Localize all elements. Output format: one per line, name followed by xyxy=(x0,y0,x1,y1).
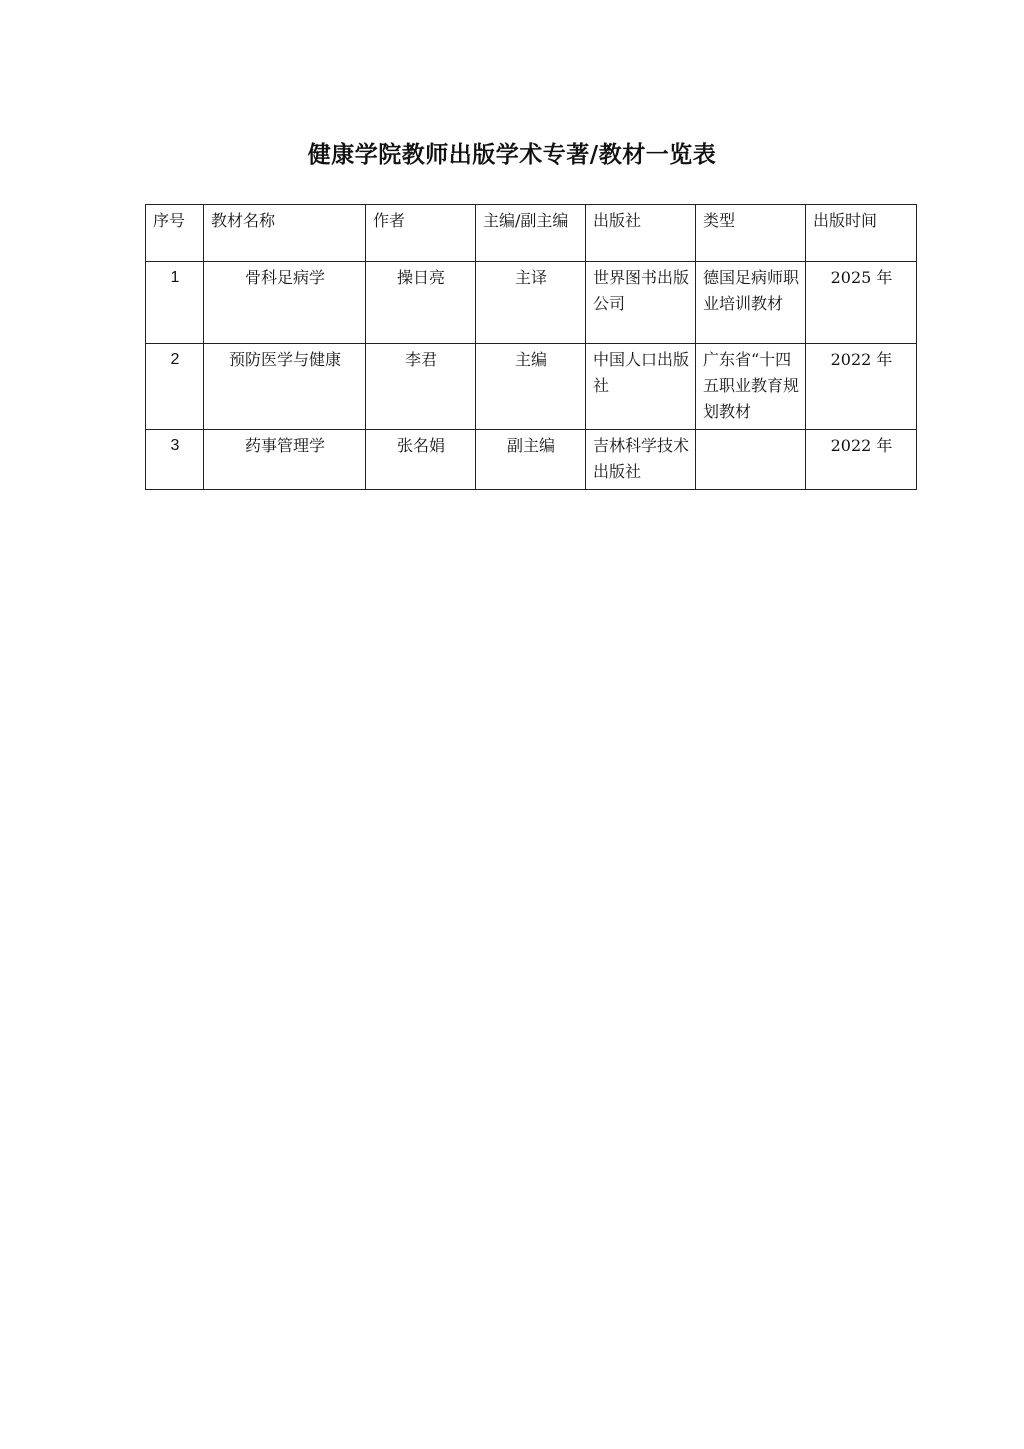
header-type: 类型 xyxy=(696,205,806,262)
cell-index: 3 xyxy=(146,430,204,490)
cell-role: 主译 xyxy=(476,262,586,344)
cell-type: 广东省“十四五职业教育规划教材 xyxy=(696,344,806,430)
cell-publisher: 中国人口出版社 xyxy=(586,344,696,430)
cell-index: 2 xyxy=(146,344,204,430)
cell-name: 骨科足病学 xyxy=(204,262,366,344)
cell-author: 操日亮 xyxy=(366,262,476,344)
textbook-table xyxy=(145,204,917,490)
table-body xyxy=(146,262,917,490)
header-date: 出版时间 xyxy=(806,205,917,262)
header-author: 作者 xyxy=(366,205,476,262)
cell-publisher: 世界图书出版公司 xyxy=(586,262,696,344)
cell-name: 药事管理学 xyxy=(204,430,366,490)
header-name: 教材名称 xyxy=(204,205,366,262)
table-header-row xyxy=(146,205,917,262)
cell-publisher: 吉林科学技术出版社 xyxy=(586,430,696,490)
cell-author: 李君 xyxy=(366,344,476,430)
cell-name: 预防医学与健康 xyxy=(204,344,366,430)
cell-date: 2022 年 xyxy=(806,344,917,430)
table-row xyxy=(146,344,917,430)
cell-date: 2025 年 xyxy=(806,262,917,344)
header-publisher: 出版社 xyxy=(586,205,696,262)
cell-index: 1 xyxy=(146,262,204,344)
page-title: 健康学院教师出版学术专著/教材一览表 xyxy=(307,142,717,168)
header-index: 序号 xyxy=(146,205,204,262)
cell-date: 2022 年 xyxy=(806,430,917,490)
header-role: 主编/副主编 xyxy=(476,205,586,262)
table-row xyxy=(146,430,917,490)
cell-author: 张名娟 xyxy=(366,430,476,490)
cell-type: 德国足病师职业培训教材 xyxy=(696,262,806,344)
cell-type xyxy=(696,430,806,490)
cell-role: 主编 xyxy=(476,344,586,430)
table-header xyxy=(146,205,917,262)
table-row xyxy=(146,262,917,344)
cell-role: 副主编 xyxy=(476,430,586,490)
